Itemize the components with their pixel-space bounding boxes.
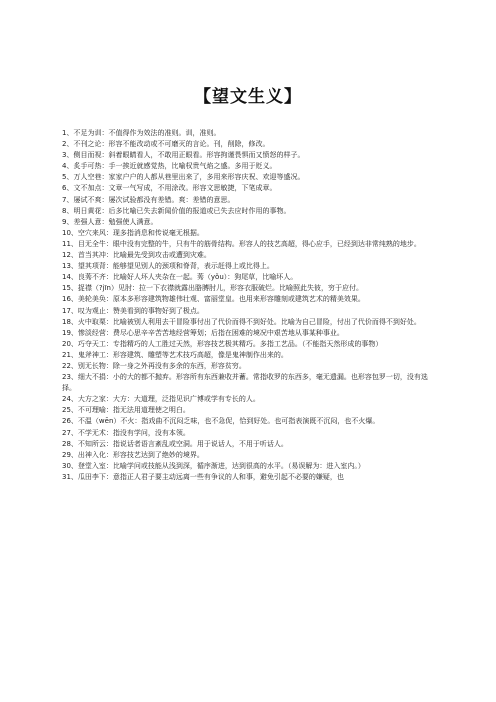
entry-item: 20、巧夺天工：专指精巧的人工胜过天然，形容技艺极其精巧。多指工艺品。（不能指天然形成的事物） bbox=[62, 339, 383, 348]
entry-item: 17、叹为观止：赞美看到的事物好到了极点。 bbox=[62, 306, 204, 315]
entry-item: 12、首当其冲：比喻最先受到攻击或遭到灾难。 bbox=[62, 251, 211, 260]
entry-item: 11、目无全牛：眼中没有完整的牛，只有牛的筋骨结构。形容人的技艺高超，得心应手，已经到达非常纯熟的地步。 bbox=[62, 239, 421, 248]
entry-item: 28、不知所云：指说话者语言紊乱或空洞。用于说话人，不用于听话人。 bbox=[62, 439, 288, 448]
entry-item: 3、侧目而视：斜着眼睛看人，不敢用正眼看。形容拘谨畏惧而又愤怒的样子。 bbox=[62, 151, 305, 160]
entry-item: 14、良莠不齐：比喻好人坏人夹杂在一起。莠（yǒu）：狗尾草，比喻坏人。 bbox=[62, 273, 298, 282]
entry-item: 31、瓜田李下：意指正人君子要主动远离一些有争议的人和事，避免引起不必要的嫌疑，也 bbox=[62, 472, 344, 481]
entry-item: 25、不可理喻：指无法用道理使之明白。 bbox=[62, 406, 190, 415]
entry-item: 26、不温（wēn）不火：指戏曲不沉闷乏味，也不急促，恰到好处。也可指表演既不沉闷，也不火爆。 bbox=[62, 417, 380, 426]
entry-item: 16、美轮美奂：原本多形容建筑物雄伟壮观、富丽堂皇。也用来形容雕刻或建筑艺术的精美效果。 bbox=[62, 295, 365, 304]
entry-item: 9、差强人意：勉强使人满意。 bbox=[62, 217, 158, 226]
entry-item: 29、出神入化：形容技艺达到了绝妙的境界。 bbox=[62, 450, 204, 459]
entry-item: 13、望其项背：能够望见别人的颈项和脊背，表示赶得上或比得上。 bbox=[62, 262, 274, 271]
entry-item: 4、炙手可热：手一挨近就感觉热，比喻权贵气焰之盛。多用于贬义。 bbox=[62, 162, 277, 171]
entry-item: 6、文不加点：文章一气写成，不用涂改。形容文思敏捷，下笔成章。 bbox=[62, 184, 277, 193]
entry-list bbox=[62, 128, 434, 483]
entry-item: 23、细大不捐：小的大的都不抛弃。形容所有东西兼收并蓄。常指收罗的东西多，毫无遗漏。也形容包罗一切，没有选择。 bbox=[62, 373, 428, 393]
entry-item: 30、登堂入室：比喻学问或技能从浅到深，循序渐进，达到很高的水平。（易误解为：进入室内。） bbox=[62, 461, 365, 470]
entry-item: 19、惨淡经营：费尽心思辛辛苦苦地经营筹划；后指在困难的境况中艰苦地从事某种事业。 bbox=[62, 328, 344, 337]
entry-item: 15、捉襟（?jīn）见肘：拉一下衣襟就露出胳膊肘儿，形容衣服破烂。比喻照此失彼，穷于应付。 bbox=[62, 284, 363, 293]
entry-item: 5、万人空巷：家家户户的人都从巷里出来了，多用来形容庆祝、欢迎等盛况。 bbox=[62, 173, 305, 182]
entry-item: 7、屡试不爽：屡次试验都没有差错。爽：差错的意思。 bbox=[62, 195, 235, 204]
entry-item: 24、大方之家：大方：大道理，泛指见识广博或学有专长的人。 bbox=[62, 395, 260, 404]
entry-item: 21、鬼斧神工：形容建筑、雕塑等艺术技巧高超，像是鬼神制作出来的。 bbox=[62, 350, 288, 359]
entry-item: 1、不足为训：不值得作为效法的准则。训，准则。 bbox=[62, 129, 221, 137]
page-title: 【望文生义】 bbox=[194, 87, 302, 107]
entry-item: 8、明日黄花：后多比喻已失去新闻价值的报道或已失去应时作用的事物。 bbox=[62, 206, 291, 215]
entry-item: 2、不刊之论：形容不能改动或不可磨灭的言论。刊，削除，修改。 bbox=[62, 140, 270, 149]
entry-item: 18、火中取栗：比喻被别人利用去干冒险事付出了代价而得不到好处。比喻为自己冒险，付出了代价而得不到好处。 bbox=[62, 317, 421, 326]
entry-item: 27、不学无术：指没有学问，没有本领。 bbox=[62, 428, 190, 437]
entry-item: 22、别无长物：除一身之外再没有多余的东西，形容贫穷。 bbox=[62, 361, 246, 370]
entry-item: 10、空穴来风：现多指消息和传说毫无根据。 bbox=[62, 228, 204, 237]
